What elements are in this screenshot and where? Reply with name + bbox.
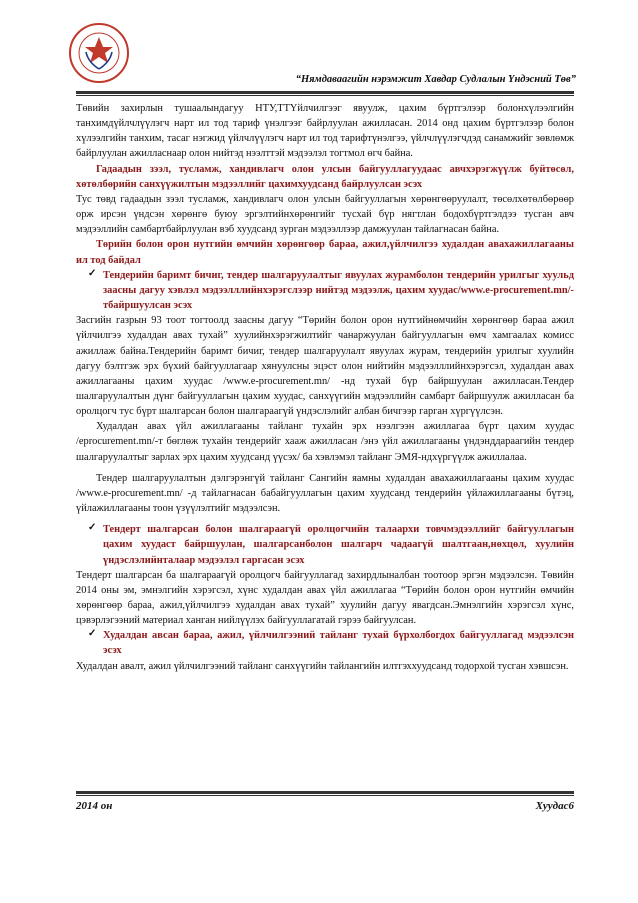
footer-divider-thin [76,795,574,796]
checkmark-icon: ✓ [88,628,97,640]
header-divider-thin [76,95,574,96]
checklist-item [76,268,574,313]
checklist-text: Тендерийн баримт бичиг, тендер шалгаруулалтыг явуулах журамболон тендерийн урилгыг хуульд заасны дагуу хэвлэл мэдээлллийнхэрэгслээр нийтэд мэдээлж, цахим хуудас/www.e-procurement.mn/-тбайршуулсан эсэх [103,269,574,312]
paragraph: Төвийн захирлын тушаалындагуу НТУ,ТТҮйлчилгээг явуулж, цахим бүртгэлээр болонхүлээлгийн танхимдүйлчлүүлэгч нарт ил тод тариф үнэлгээг байрлуулан ажилласан. 2014 онд цахим бүртгэлээр болон хүлээлгийн танхим, тасаг нэгжид үйлчлүүлэгч нарт ил тод тарифтүнэлгээ, үйлчлүүлэгчдэд санамжийг зөвлөмж байрлуулан ажилласнаар олон нийтэд нээлттэй мэдээлэл тогтмол өгч байна. [76,103,574,160]
footer-divider [76,791,574,794]
paragraph: Тендер шалгаруулалтын дэлгэрэнгүй тайланг Сангийн яамны худалдан авахажиллагааны цахим хуудас /www.e-procurement.mn/ -д тайлагнасан бабайгууллагын цахим хуудсанд тендерийн үйлажиллагааны бүтэц, үйлажиллагааны тоон үзүүлэлтийг мэдээлсэн. [76,472,574,515]
hospital-seal-icon [68,22,130,84]
paragraph: Худалдан авах үйл ажиллагааны тайланг тухайн эрх нээлгээн ажиллагаа бүрт цахим хуудас /eprocurement.mn/-т бөглөж тухайн тендерийг хааж ажилласан /энэ үйл ажиллагааны үндэнддараагийн тендер шалгаруулалтыг зарлах эрх цахим хуудсанд үүсэх/ ба хэвлэмэл тайланг ЭМЯ-ндхүргүүлж ажиллалаа. [76,421,574,463]
paragraph: Худалдан авалт, ажил үйлчилгээний тайланг санхүүгийн тайлангийн илтгэххуудсанд тодорхой тусган хэвшсэн. [76,660,569,672]
checklist-text: Тендерт шалгарсан болон шалгараагүй оролцогчийн талаархи товчмэдээллийг байгууллагын цахим хуудаст байршуулан, шалгарсанболон шалгарч чадаагүй шалтгаан,нөхцөл, хуулийн үндэслэлийнталаар мэдээлэл гаргасан эсэх [103,524,574,566]
checkmark-icon: ✓ [88,522,97,534]
document-body [76,101,574,674]
checklist-item [76,522,574,567]
header-title: “Нямдаваагийн нэрэмжит Хавдар Судлалын Үндэсний Төв” [295,74,576,85]
checklist-text: Худалдан авсан бараа, ажил, үйлчилгээний тайланг тухай бүрхолбогдох байгууллагад мэдээлсэн эсэх [103,630,574,657]
paragraph: Засгийн газрын 93 тоот тогтоолд заасны дагуу “Төрийн болон орон нутгийнөмчийн хөрөнгөөр бараа ажил үйлчилгээ худалдан авах тухай” хуулийнхэрэгжилтийг чанаржуулан байгууллагын өмч хамгаалах комисс ажиллаж байна.Тендерийн баримт бичиг, тендер шалгаруулалт явуулах журам, тендерийн урилгыг хуулийн дагуу бэлтгэж эрх бүхий байгууллагаар хянуулсны эцэст олон нийтийн мэдээлллийнхэрэгсэл, худалдан авах ажиллагааны цахим хуудас /www.e-procurement.mn/ -нд тухай бүр байршуулан ажилласан.Тендер шалгаруулалтын дүнг байгууллагын цахим хуудас, санхүүгийн мэдээллийн самбарт байршуулж ажилласан ба оролцогч тус бүрт шалгарсан болон шалгараагүй үндэслэлийг албан бичгээр гарган хүргүүлсэн. [76,315,574,418]
section-heading: Төрийн болон орон нутгийн өмчийн хөрөнгөөр бараа, ажил,үйлчилгээ худалдан авахажиллагааны ил тод байдал [76,239,574,266]
checkmark-icon: ✓ [88,267,97,279]
page-number: Хуудас6 [535,800,574,812]
header-divider [76,91,574,94]
section-heading: Гадаадын зээл, тусламж, хандивлагч олон улсын байгууллагуудаас авчхэрэгжүүлж буйтөсөл, хөтөлбөрийн санхүүжилтын мэдээллийг цахимхуудсанд байрлуулсан эсэх [76,163,574,190]
paragraph: Тус төвд гадаадын зээл тусламж, хандивлагч олон улсын байгууллагын хөрөнгөөруулалт, төсөлхөтөлбөрөөр орж ирсэн үндсэн хөрөнгө буюу эргэлтийнхөрөнгийг тусхай бүр нягтлан бодохбүртгэлдээ тусган авч мэдээллийн самбартбайрлуулан вэб хуудсанд зурган мэдээллээр дамжуулан тайлагнасан байна. [76,193,574,236]
paragraph: Тендерт шалгарсан ба шалгараагүй оролцогч байгууллагад захирдлыналбан тоотоор эргэн мэдээлсэн. Төвийн 2014 оны эм, эмнэлгийн хэрэгсэл, хүнс худалдан авах үйл ажиллагаа “Төрийн болон орон нутгийн өмчийн хөрөнгөөр бараа, ажил,үйлчилгээ худалдан авах тухай” хуулийн дагуу явагдсан.Эмнэлгийн хэрэгсэл хүнс, цэвэрлэгээний материал ханган нийлүүлэх байгууллагатай гэрээ байгуулсан. [76,569,574,627]
checklist-item [76,628,574,658]
footer-year: 2014 он [76,800,113,812]
